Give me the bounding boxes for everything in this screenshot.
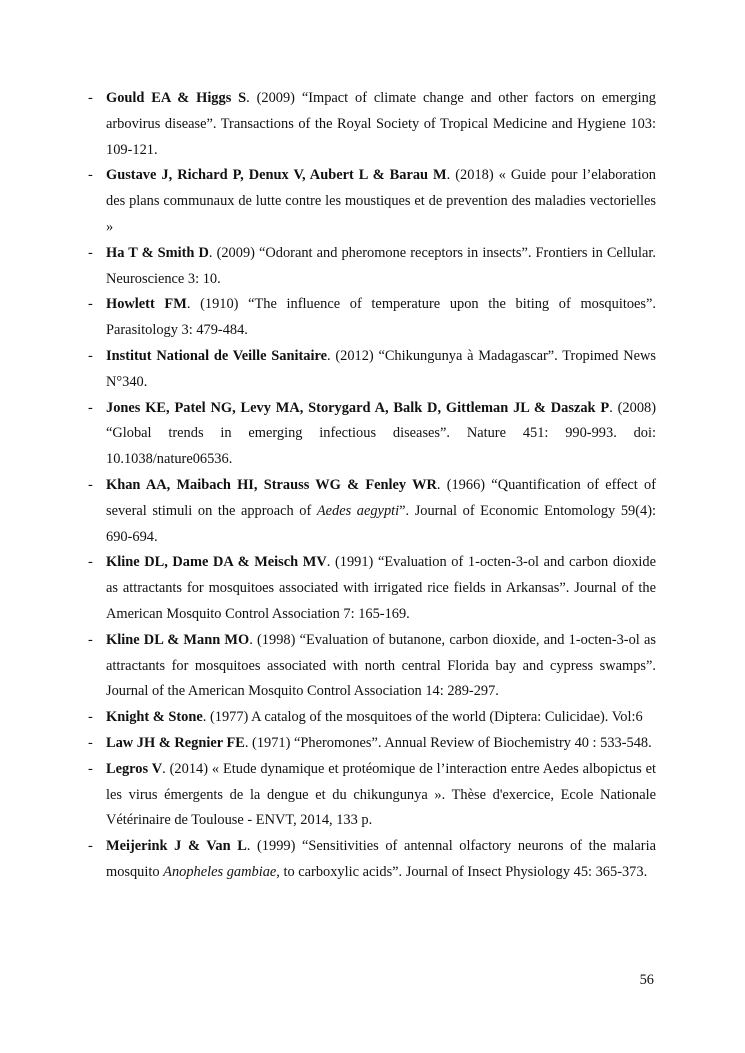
list-bullet-dash: - (88, 760, 93, 777)
reference-text: . (2018) « Guide pour l’elaboration des plans communaux de lutte contre les moustiques et de prevention des maladies vectorielles » (106, 167, 656, 235)
reference-item (88, 550, 656, 627)
reference-text: . (2009) “Odorant and pheromone receptors in insects”. Frontiers in Cellular. Neuroscience 3: 10. (106, 244, 656, 287)
reference-species-name: Anopheles gambiae (163, 863, 277, 880)
reference-authors: Ha T & Smith D (106, 244, 209, 261)
reference-authors: Legros V (106, 760, 163, 777)
reference-authors: Institut National de Veille Sanitaire (106, 347, 327, 364)
reference-text: . (2009) “Impact of climate change and other factors on emerging arbovirus disease”. Transactions of the Royal Society of Tropical Medicine and Hygiene 103: 109-121. (106, 90, 656, 158)
reference-text: . (2008) “Global trends in emerging infectious diseases”. Nature 451: 990-993. doi: 10.1038/nature06536. (106, 399, 656, 468)
reference-item (88, 344, 656, 396)
reference-item (88, 163, 656, 240)
reference-text: , to carboxylic acids”. Journal of Insect Physiology 45: 365-373. (276, 863, 648, 880)
list-bullet-dash: - (88, 399, 93, 416)
reference-text: . (2014) « Etude dynamique et protéomique de l’interaction entre Aedes albopictus et les virus émergents de la dengue et du chikungunya ». Thèse d'exercice, Ecole Nationale Vétérinaire de Toulouse - ENVT, 2014, 133 p. (106, 760, 657, 829)
reference-authors: Knight & Stone (106, 709, 203, 726)
reference-authors: Jones KE, Patel NG, Levy MA, Storygard A, Balk D, Gittleman JL & Daszak P (106, 399, 610, 416)
reference-authors: Kline DL & Mann MO (106, 631, 250, 648)
list-bullet-dash: - (88, 476, 93, 493)
list-bullet-dash: - (88, 90, 93, 106)
reference-item (88, 396, 656, 473)
reference-item (88, 86, 656, 163)
reference-text: . (1999) “Sensitivities of antennal olfactory neurons of the malaria mosquito (106, 838, 656, 880)
reference-item (88, 628, 656, 705)
list-bullet-dash: - (88, 167, 93, 184)
list-bullet-dash: - (88, 838, 93, 855)
reference-authors: Kline DL, Dame DA & Meisch MV (106, 554, 327, 571)
reference-text: . (1977) A catalog of the mosquitoes of the world (Diptera: Culicidae). Vol:6 (202, 709, 643, 726)
reference-text: . (1910) “The influence of temperature upon the biting of mosquitoes”. Parasitology 3: 479-484. (106, 296, 656, 339)
reference-text: . (1966) “Quantification of effect of several stimuli on the approach of (106, 476, 656, 519)
list-bullet-dash: - (88, 244, 93, 261)
list-bullet-dash: - (88, 709, 93, 726)
reference-authors: Law JH & Regnier FE (106, 734, 245, 751)
list-bullet-dash: - (88, 296, 93, 313)
list-bullet-dash: - (88, 554, 93, 571)
list-bullet-dash: - (88, 347, 93, 364)
list-bullet-dash: - (88, 631, 93, 648)
reference-item (88, 705, 656, 731)
reference-text: . (1991) “Evaluation of 1-octen-3-ol and carbon dioxide as attractants for mosquitoes associated with irrigated rice fields in Arkansas”. Journal of the American Mosquito Control Association 7: 165-169. (106, 554, 656, 622)
reference-authors: Gould EA & Higgs S (106, 90, 247, 106)
reference-authors: Meijerink J & Van L (106, 838, 247, 855)
reference-item (88, 731, 656, 757)
reference-item (88, 473, 656, 550)
reference-item (88, 834, 656, 886)
reference-text: . (1971) “Pheromones”. Annual Review of Biochemistry 40 : 533-548. (244, 734, 652, 751)
reference-text: ”. Journal of Economic Entomology 59(4): 690-694. (106, 502, 656, 545)
reference-text: . (2012) “Chikungunya à Madagascar”. Tropimed News N°340. (106, 347, 656, 390)
reference-item (88, 757, 656, 834)
reference-list (88, 86, 656, 886)
reference-authors: Howlett FM (106, 296, 187, 313)
list-bullet-dash: - (88, 734, 93, 751)
reference-authors: Gustave J, Richard P, Denux V, Aubert L & Barau M (106, 167, 447, 184)
reference-authors: Khan AA, Maibach HI, Strauss WG & Fenley WR (106, 476, 437, 493)
reference-item (88, 241, 656, 293)
reference-species-name: Aedes aegypti (316, 502, 400, 519)
reference-item (88, 292, 656, 344)
reference-text: . (1998) “Evaluation of butanone, carbon dioxide, and 1-octen-3-ol as attractants for mosquitoes associated with north central Florida bay and cypress swamps”. Journal of the American Mosquito Control Association 14: 289-297. (106, 631, 656, 700)
page-number: 56 (639, 972, 654, 988)
